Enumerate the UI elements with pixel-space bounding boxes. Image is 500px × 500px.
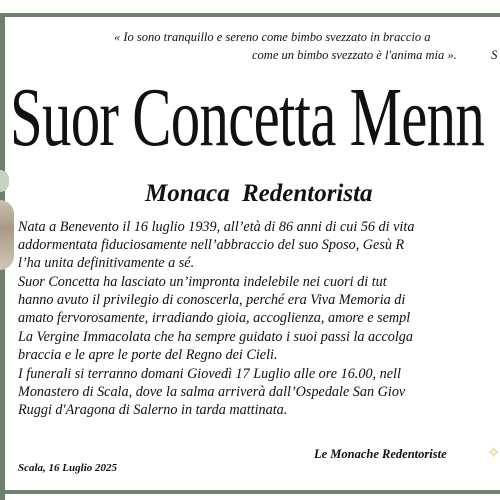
quote-line-2: come un bimbo svezzato è l'anima mia ». S (252, 48, 498, 62)
location-date: Scala, 16 Luglio 2025 (18, 462, 118, 474)
paragraph-funeral (18, 365, 500, 419)
body-line: braccia e le apre le porte del Regno dei Cieli. (18, 347, 278, 363)
body-line: Monastero di Scala, dove la salma arriverà dall’Ospedale San Giov (18, 384, 406, 400)
body-line: Ruggi d'Aragona di Salerno in tarda mattinata. (18, 402, 288, 418)
portrait-photo (0, 200, 14, 270)
body-line: hanno avuto il privilegio di conoscerla, perché era Viva Memoria di (18, 292, 406, 308)
epigraph-quote (114, 28, 500, 64)
frame-top-border (0, 13, 500, 17)
religious-title: Monaca Redentorista (145, 180, 373, 207)
body-line: Nata a Benevento il 16 luglio 1939, all’età di 86 anni di cui 56 di vita (18, 219, 415, 235)
frame-bottom-border (0, 490, 500, 494)
paragraph-tribute (18, 273, 500, 327)
notice-body (18, 218, 500, 420)
quote-trailing-text: S (491, 48, 498, 62)
paragraph-prayer (18, 328, 500, 364)
body-line: La Vergine Immacolata che ha sempre guidato i suoi passi la accolga (18, 329, 413, 345)
body-line: Suor Concetta ha lasciato un’impronta indelebile nei cuori di tut (18, 274, 387, 290)
decorative-leaf (0, 170, 9, 192)
star-icon: ✧ (487, 445, 500, 462)
signature: Le Monache Redentoriste (314, 447, 447, 461)
body-line: I funerali si terranno domani Giovedì 17 Luglio alle ore 16.00, nell (18, 366, 401, 382)
paragraph-birth (18, 218, 500, 272)
quote-line-1: « Io sono tranquillo e sereno come bimbo svezzato in braccio a (114, 30, 431, 44)
body-line: addormentata fiduciosamente nell’abbraccio del suo Sposo, Gesù R (18, 237, 405, 253)
body-line: amato fervorosamente, irradiando gioia, accoglienza, amore e sempl (18, 310, 411, 326)
deceased-name: Suor Concetta Menn (10, 71, 485, 164)
body-line: l’ha unita definitivamente a sé. (18, 255, 195, 271)
